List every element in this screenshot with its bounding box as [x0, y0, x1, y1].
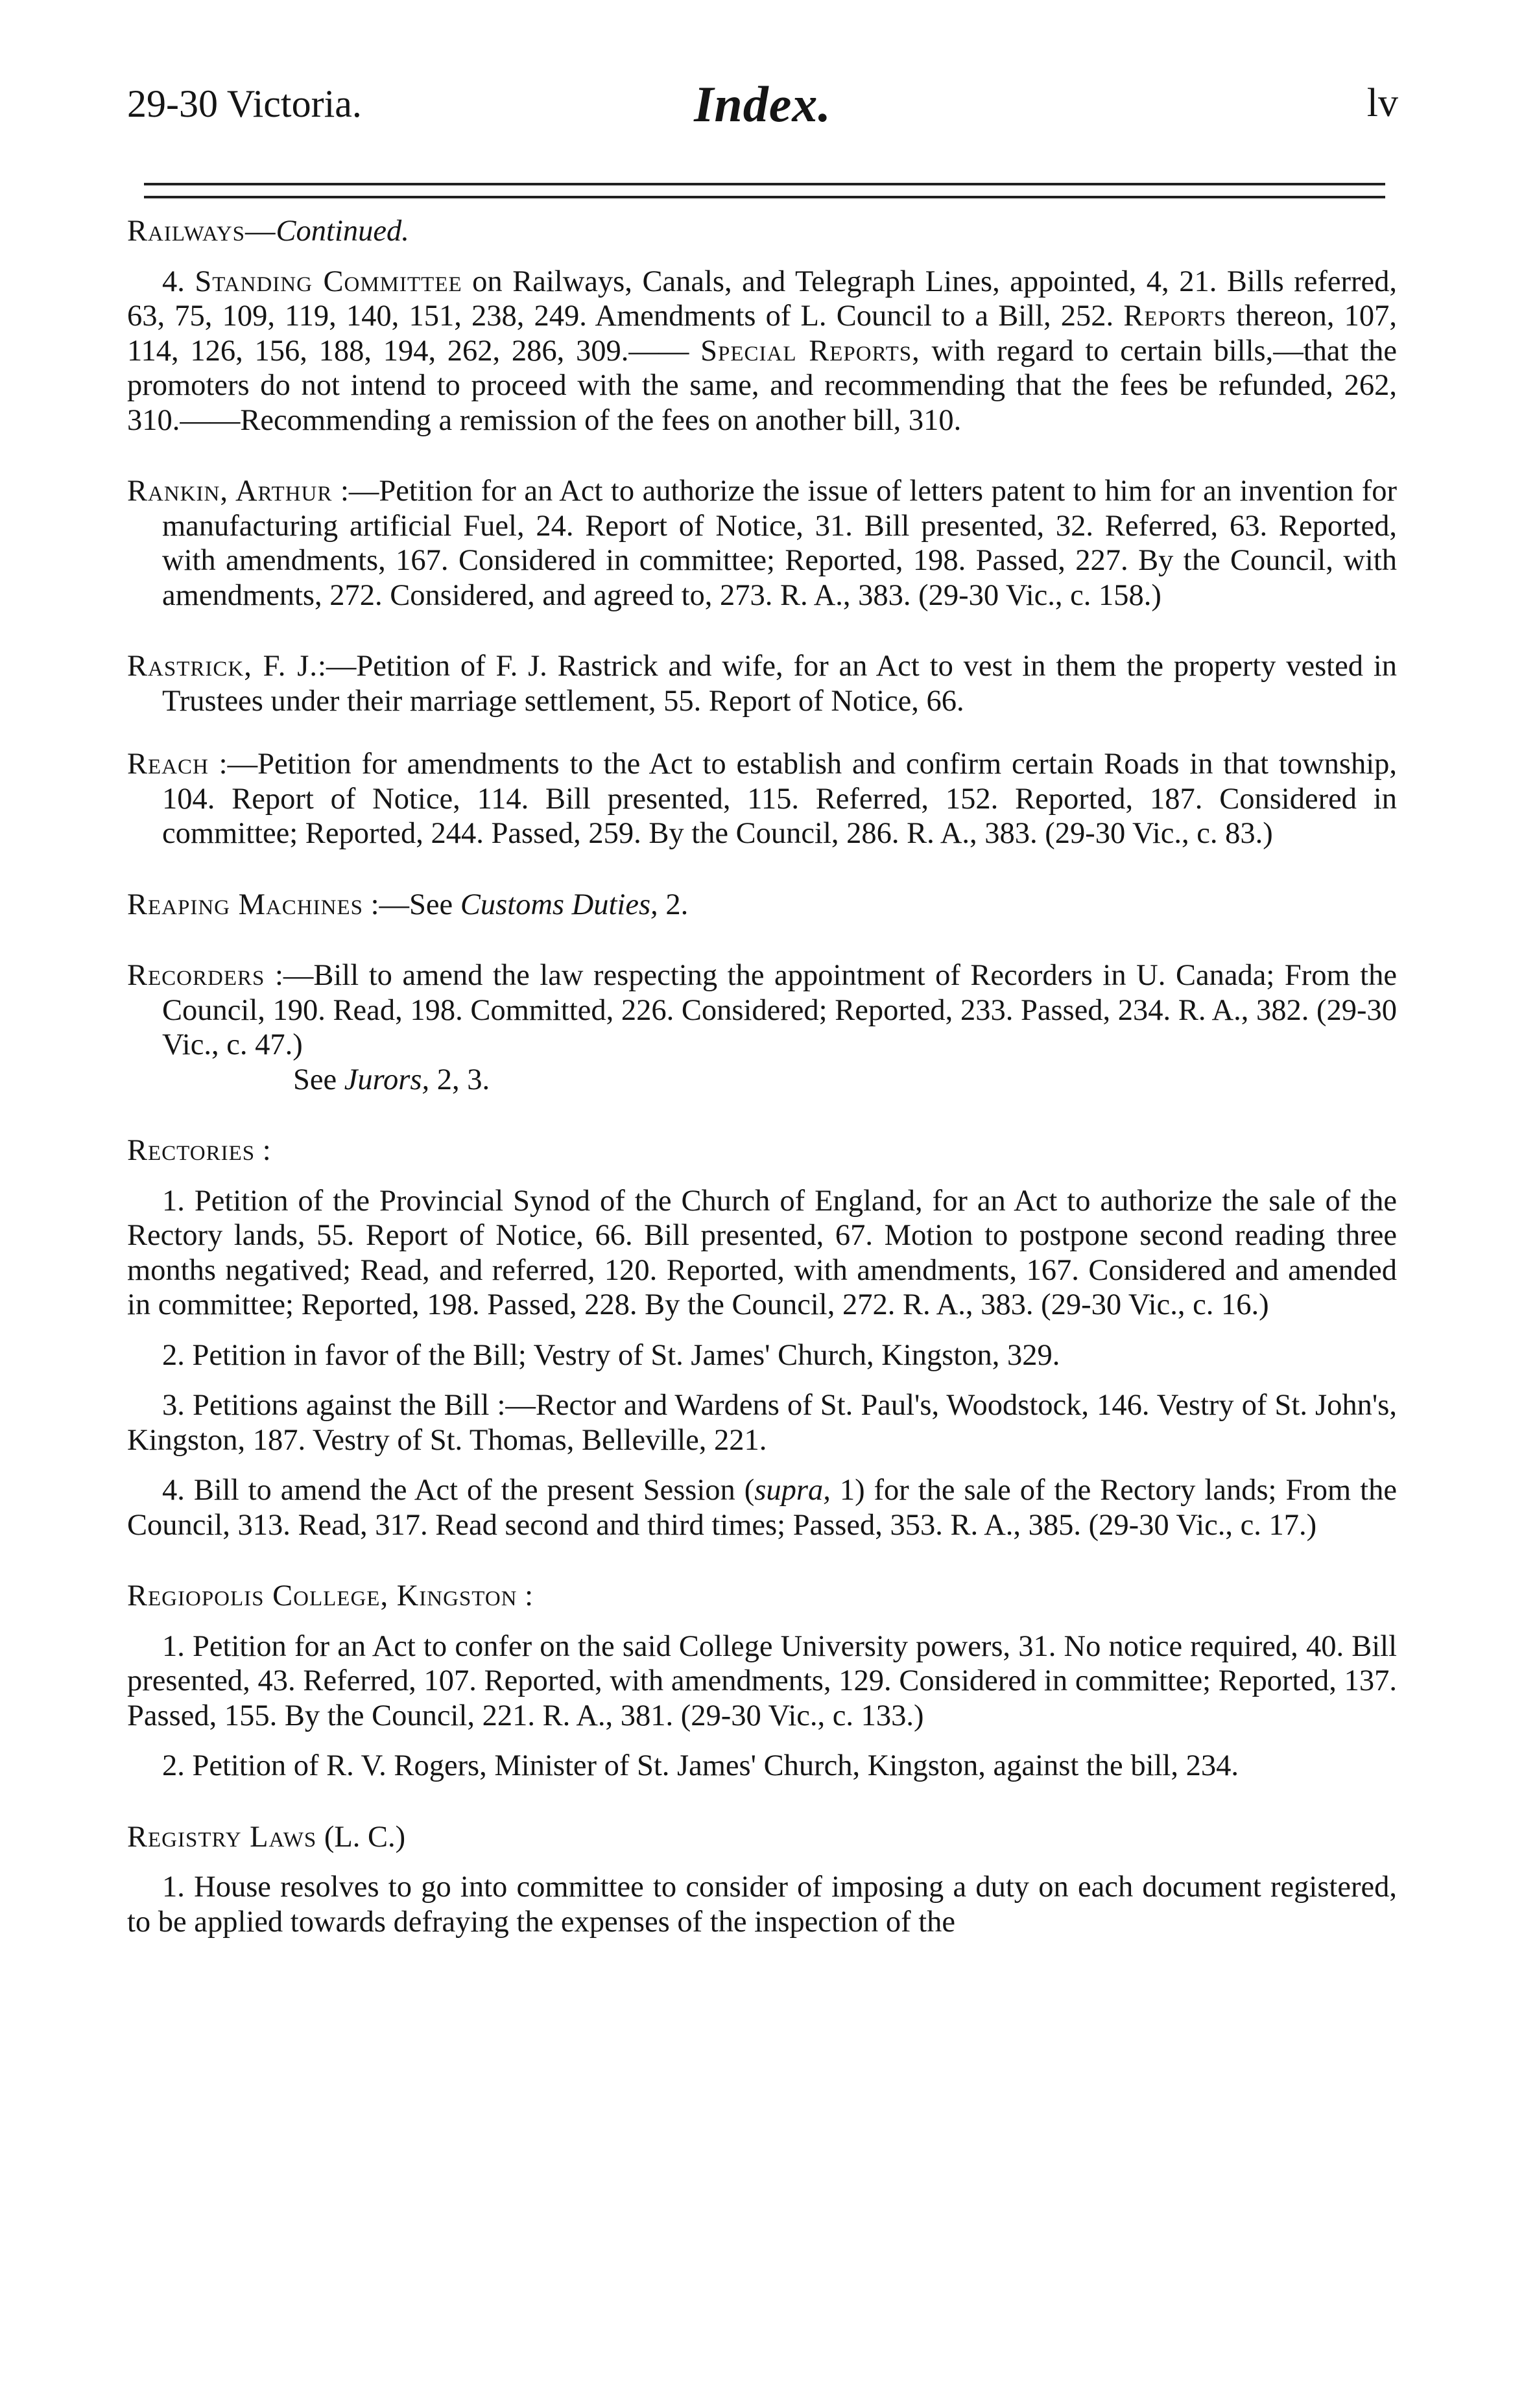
entry-rankin: Rankin, Arthur :—Petition for an Act to authorize the issue of letters patent to him for an invention for manufacturing artificial Fuel, 24. Report of Notice, 31. Bill presented, 32. Referred, 63. Reported, with amendments, 167. Considered in committee; Reported, 198. Passed, 227. By the Council, with amendments, 272. Considered, and agreed to, 273. R. A., 383. (29-30 Vic., c. 158.): [127, 475, 1397, 612]
page-number: lv: [1366, 81, 1398, 125]
entry-rastrick: Rastrick, F. J.:—Petition of F. J. Rastrick and wife, for an Act to vest in them the property vested in Trustees under their marriage settlement, 55. Report of Notice, 66.: [127, 650, 1397, 718]
recorders-see-also: See Jurors, 2, 3.: [293, 1063, 490, 1096]
rectories-item-2: 2. Petition in favor of the Bill; Vestry of St. James' Church, Kingston, 329.: [162, 1338, 1060, 1372]
running-head-title: Index.: [694, 76, 831, 132]
entry-reaping-machines: Reaping Machines :—See Customs Duties, 2.: [127, 888, 689, 921]
index-body: [127, 214, 1397, 1939]
running-head-volume: 29-30 Victoria.: [127, 82, 362, 125]
regiopolis-item-2: 2. Petition of R. V. Rogers, Minister of St. James' Church, Kingston, against the bill, 234.: [162, 1749, 1239, 1782]
heading-rectories: Rectories :: [127, 1134, 271, 1167]
heading-regiopolis-college: Regiopolis College, Kingston :: [127, 1579, 534, 1612]
rectories-item-1: 1. Petition of the Provincial Synod of the Church of England, for an Act to authorize the sale of the Rectory lands, 55. Report of Notice, 66. Bill presented, 67. Motion to postpone second reading three months negatived; Read, and referred, 120. Reported, with amendments, 167. Considered and amended in committee; Reported, 198. Passed, 228. By the Council, 272. R. A., 383. (29-30 Vic., c. 16.): [127, 1184, 1397, 1321]
regiopolis-item-1: 1. Petition for an Act to confer on the said College University powers, 31. No notice required, 40. Bill presented, 43. Referred, 107. Reported, with amendments, 129. Considered in committee; Reported, 137. Passed, 155. By the Council, 221. R. A., 381. (29-30 Vic., c. 133.): [127, 1629, 1397, 1732]
rectories-item-3: 3. Petitions against the Bill :—Rector and Wardens of St. Paul's, Woodstock, 146. Vestry of St. John's, Kingston, 187. Vestry of St. Thomas, Belleville, 221.: [127, 1389, 1397, 1457]
railways-item-4: 4. Standing Committee on Railways, Canals, and Telegraph Lines, appointed, 4, 21. Bills referred, 63, 75, 109, 119, 140, 151, 238, 249. Amendments of L. Council to a Bill, 252. Reports thereon, 107, 114, 126, 156, 188, 194, 262, 286, 309.—— Special Reports, with regard to certain bills,—that the promoters do not intend to proceed with the same, and recommending that the fees be refunded, 262, 310.——Recommending a remission of the fees on another bill, 310.: [127, 265, 1397, 437]
page-header: [127, 70, 1398, 141]
heading-railways: Railways—Continued.: [127, 215, 409, 248]
registry-item-1: 1. House resolves to go into committee to consider of imposing a duty on each document registered, to be applied towards defraying the expenses of the inspection of the: [127, 1871, 1397, 1939]
header-double-rule: [144, 183, 1385, 198]
heading-registry-laws: Registry Laws (L. C.): [127, 1820, 406, 1854]
rectories-item-4: 4. Bill to amend the Act of the present Session (supra, 1) for the sale of the Rectory lands; From the Council, 313. Read, 317. Read second and third times; Passed, 353. R. A., 385. (29-30 Vic., c. 17.): [127, 1474, 1397, 1542]
entry-reach: Reach :—Petition for amendments to the Act to establish and confirm certain Roads in that township, 104. Report of Notice, 114. Bill presented, 115. Referred, 152. Reported, 187. Considered in committee; Reported, 244. Passed, 259. By the Council, 286. R. A., 383. (29-30 Vic., c. 83.): [127, 748, 1397, 850]
entry-recorders: Recorders :—Bill to amend the law respecting the appointment of Recorders in U. Canada; From the Council, 190. Read, 198. Committed, 226. Considered; Reported, 233. Passed, 234. R. A., 382. (29-30 Vic., c. 47.): [127, 959, 1397, 1061]
